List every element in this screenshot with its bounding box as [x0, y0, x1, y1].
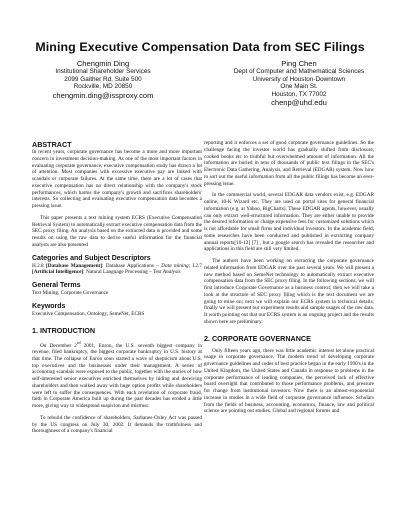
- author-address-line: One Main St.: [280, 83, 318, 91]
- abstract-paragraph: In recent years, corporate governance has become a more and more important concern in investment decision-making. As one of the most important factors in evaluating corporate governance, executive compensation study has drawn a lot of attention. Most companies with excessive executive pay are linked with scandals or corporate failures. At the same time, there are a lot of cases that executive compensation has no direct relationship with the company's stock performances, which harms the company's growth and sacrifices shareholders' interests. So collecting and evaluating executive compensation data becomes a pressing issue.: [32, 149, 202, 209]
- intro-text: On December 2: [40, 342, 77, 349]
- author-address-line: 2099 Gaither Rd, Suite 500: [64, 75, 142, 83]
- keywords-heading: Keywords: [32, 302, 66, 310]
- author-address-line: Houston, TX 77002: [271, 90, 327, 98]
- left-column: [32, 140, 202, 435]
- body-paragraph: Only fifteen years ago, there was little academic interest let alone practical usage in corporate governance. The modern trend of developing corporate governance guidelines and codes of best practice began in the early 1990's in the United Kingdom, the United States and Canada in response to problems in the corporate performance of leading companies, the perceived lack of effective board oversight that contributed to those performance problems, and pressure for change from institutional investors. Now there is an almost-exponential increase in studies in a wide field of corporate governance influence. Scholars from the fields of business, accounting, economics, finance, law and political science are pointing out studies. Global and regional forums and: [204, 347, 374, 415]
- author-affiliation: Institutional Shareholder Services: [55, 68, 151, 75]
- introduction-paragraph: [32, 340, 202, 410]
- abstract-heading: ABSTRACT: [32, 140, 72, 149]
- author-email: chenp@uhd.edu: [271, 98, 327, 108]
- author-block-1: [18, 59, 188, 100]
- section-heading: 2. CORPORATE GOVERNANCE: [204, 333, 311, 343]
- author-address-line: University of Houston-Downtown: [252, 75, 346, 83]
- right-column: [204, 140, 374, 415]
- author-name: Ping Chen: [281, 59, 317, 68]
- body-paragraph: reporting and it enforces a set of good corporate governance guidelines. So the challenge facing the investor world has gradually shifted from disclosure, cooked books etc to truthful but overwhelmed amount of information. All the information are buried in tens of thousands of public text filings in the SEC's Electronic Data Gathering, Analysis, and Retrieval (EDGAR) system. Now how to sort out the useful information from all the public filings has become an ever-pressing issue.: [204, 140, 374, 187]
- author-block-2: [214, 59, 384, 107]
- category-code: H.2.8: [32, 262, 44, 269]
- general-terms-heading: General Terms: [32, 282, 81, 289]
- category-desc: : Database Applications –: [101, 262, 159, 269]
- category-sub: Data mining: [161, 262, 189, 269]
- categories-heading: Categories and Subject Descriptors: [32, 254, 151, 262]
- paper-title: Mining Executive Compensation Data from SEC Filings: [35, 40, 365, 54]
- author-address-line: Rockville, MD 20850: [73, 83, 133, 91]
- author-affiliation: Dept of Computer and Mathematical Sciences: [233, 68, 365, 75]
- body-paragraph: In the commercial world, several EDGAR data vendors exist, e.g. EDGAR online, 10-K Wizard etc. They are used on portal sites for general financial information (e.g. at Yahoo, BigCharts). These EDGAR agents, however, usually can only extract well-structured information. They are either unable to provide the desired information or charge expensive fees for customized solutions which is not affordable for small firms and individual investors. In the academic field, some researches have been conducted and published in extracting company annual reports[10-12] [7] , but a google search has revealed the researcher and applications in this field are still very limited.: [204, 192, 374, 253]
- intro-sup: nd: [76, 340, 81, 345]
- body-paragraph: The authors have been working on extracting the corporate governance related information from EDGAR over the past several years. We will present a new method based on SemeNet technology to automatically extract executive compensation data from the SEC proxy filing. In the following sections, we will first introduce Corporate Governance as a business context; then we will take a look at the structure of SEC proxy filing which is the text document we are going to mine on; next we will explain our ECRS system in technical details; finally we will present our experiment results and sample usages of the raw data. It worth pointing out that our ECRS system is an ongoing project and the results shown here are preliminary.: [204, 258, 374, 325]
- introduction-heading: 1. INTRODUCTION: [32, 325, 96, 335]
- author-name: Chengmin Ding: [76, 59, 130, 68]
- abstract-paragraph: This paper presents a text mining system ECRS (Executive Compensation Retrieval System) to automatically extract executive compensation data from the SEC proxy filing. An analysis based on the extracted data is provided and some results on using the raw data to derive useful information for the financial analysts are also presented: [32, 214, 202, 248]
- category-desc: : Natural Language Processing –: [83, 269, 152, 276]
- category-code: ; I.2.7: [188, 262, 202, 269]
- category-name: [Artificial Intelligence]: [32, 269, 84, 276]
- keywords-text: Executive Compensation, Ontology, SemeNet, ECRS: [32, 310, 145, 317]
- category-sub: Text Analysis: [153, 269, 181, 276]
- category-name: [Database Management]: [46, 262, 102, 269]
- introduction-paragraph: To rebuild the confidence of shareholders, Sarbanes-Oxley Act was passed by the US congress on July 30, 2002. It demands the truthfulness and thoroughness of a company's financial: [32, 414, 202, 435]
- intro-text: 2001, Enron, the U.S. seventh biggest company in revenue, filed bankruptcy, the biggest corporate bankruptcy in U.S. history at that time. The collapse of Enron soon started a wave of skepticism about U.S. top executives and the businesses under their management. A series of accounting scandals were exposed to the public, together with the stories of how self-interested senior executives enriched themselves by hiding and deceiving shareholders and then walked away with huge option profits while shareholders were left to suffer the consequences. With each revelation of corporate fraud, faith in Corporate America built up during the past decades has eroded a little more, giving way to widespread suspicion and mistrust.: [32, 342, 202, 409]
- categories-text: [32, 263, 202, 277]
- author-email: chengmin.ding@issproxy.com: [52, 90, 154, 100]
- general-terms-text: Text Mining, Corporate Governance: [32, 290, 109, 296]
